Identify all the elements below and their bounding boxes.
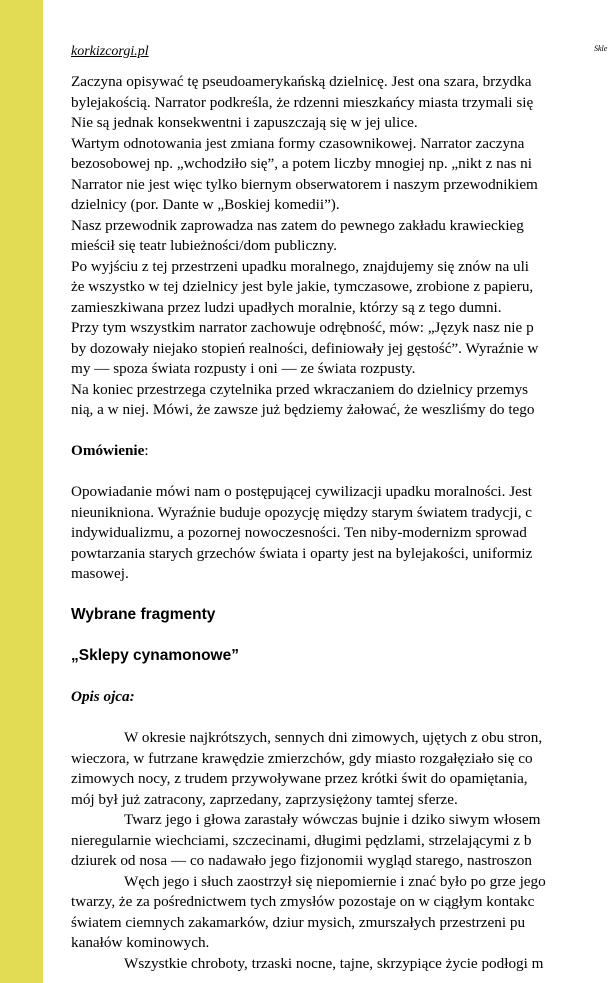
text-line: powtarzania starych grzechów świata i oparty jest na bylejakości, uniformiz (71, 544, 533, 562)
text-line: dzielnicy (por. Dante w „Boskiej komedii”). (71, 196, 340, 213)
text-line: wieczora, w futrzane krawędzie zmierzchów, gdy miasto rozgałęziało się co (71, 749, 533, 767)
omowienie-heading: Omówienie (71, 442, 145, 459)
text-line: my — spoza świata rozpusty i oni — ze świata rozpusty. (71, 360, 416, 377)
text-line: dziurek od nosa — co nadawało jego fizjonomii wygląd starego, nastroszon (71, 852, 532, 869)
text-line: nią, a w niej. Mówi, że zawsze już będziemy żałować, że weszliśmy do tego (71, 401, 535, 418)
text-line: Wszystkie chroboty, trzaski nocne, tajne, skrzypiące życie podłogi m (124, 954, 544, 972)
wybrane-heading: Wybrane fragmenty (71, 606, 216, 623)
summary-section (71, 72, 611, 421)
text-line: zimowych nocy, z trudem przywoływane przez krótki świt do opamiętania, (71, 770, 528, 787)
document-body (71, 72, 611, 974)
text-line: Po wyjściu z tej przestrzeni upadku moralnego, znajdujemy się znów na uli (71, 257, 530, 275)
omowienie-heading-line (71, 441, 611, 462)
omowienie-colon: : (144, 442, 149, 459)
omowienie-section (71, 482, 611, 585)
spacer (71, 626, 611, 647)
sidebar-stripe (0, 0, 43, 983)
text-line: światem ciemnych zakamarków, dziur mysich, zmurszałych przestrzeni pu (71, 913, 526, 931)
fragment-section (71, 728, 611, 974)
spacer (71, 462, 611, 483)
text-line: by dozowały niejako stopień realności, definiowały jej gęstość”. Wyraźnie w (71, 339, 539, 357)
text-line: bezosobowej np. „wchodziło się”, a potem liczby mnogiej np. „nikt z nas ni (71, 155, 532, 172)
text-line: Twarz jego i głowa zarastały wówczas bujnie i dziko siwym włosem (124, 811, 541, 828)
sklepy-heading: „Sklepy cynamonowe” (71, 647, 239, 664)
spacer (71, 708, 611, 729)
text-line: W okresie najkrótszych, sennych dni zimowych, ujętych z obu stron, (124, 729, 543, 746)
text-line: Przy tym wszystkim narrator zachowuje odrębność, mów: „Język nasz nie p (71, 319, 534, 336)
text-line: zamieszkiwana przez ludzi upadłych moralnie, którzy są z tego dumni. (71, 298, 502, 316)
spacer (71, 421, 611, 442)
text-line: nieregularnie wiechciami, szczecinami, długimi pędzlami, strzelającymi z b (71, 831, 532, 849)
opis-ojca-heading: Opis ojca: (71, 688, 135, 705)
text-line: nieunikniona. Wyraźnie buduje opozycję między starym światem tradycji, c (71, 503, 533, 521)
text-line: kanałów kominowych. (71, 934, 210, 951)
text-line: twarzy, że za pośrednictwem tych zmysłów pozostaje on w ciągłym kontakc (71, 893, 535, 910)
text-line: Narrator nie jest więc tylko biernym obserwatorem i naszym przewodnikiem (71, 175, 538, 193)
text-line: indywidualizmu, a pozornej nowoczesności. Ten niby-modernizm sprowad (71, 524, 527, 541)
text-line: Węch jego i słuch zaostrzył się niepomiernie i znać było po grze jego (124, 872, 546, 890)
running-header: Skle (594, 44, 608, 53)
spacer (71, 585, 611, 606)
text-line: Zaczyna opisywać tę pseudoamerykańską dzielnicę. Jest ona szara, brzydka (71, 73, 532, 90)
text-line: Na koniec przestrzega czytelnika przed wkraczaniem do dzielnicy przemys (71, 380, 529, 398)
text-line: masowej. (71, 565, 129, 582)
spacer (71, 667, 611, 688)
text-line: że wszystko w tej dzielnicy jest byle jakie, tymczasowe, zrobione z papieru, (71, 278, 534, 295)
text-line: mój był już zatracony, zaprzedany, zaprzysiężony tamtej sferze. (71, 790, 458, 808)
text-line: Wartym odnotowania jest zmiana formy czasownikowej. Narrator zaczyna (71, 134, 525, 152)
text-line: mieścił się teatr lubieżności/dom publiczny. (71, 237, 337, 254)
text-line: Opowiadanie mówi nam o postępującej cywilizacji upadku moralności. Jest (71, 483, 532, 500)
site-link[interactable]: korkizcorgi.pl (71, 44, 149, 59)
text-line: Nasz przewodnik zaprowadza nas zatem do pewnego zakładu krawieckieg (71, 216, 524, 234)
text-line: Nie są jednak konsekwentni i zapuszczają się w jej ulice. (71, 114, 418, 131)
text-line: bylejakością. Narrator podkreśla, że rdzenni mieszkańcy miasta trzymali się (71, 93, 534, 111)
